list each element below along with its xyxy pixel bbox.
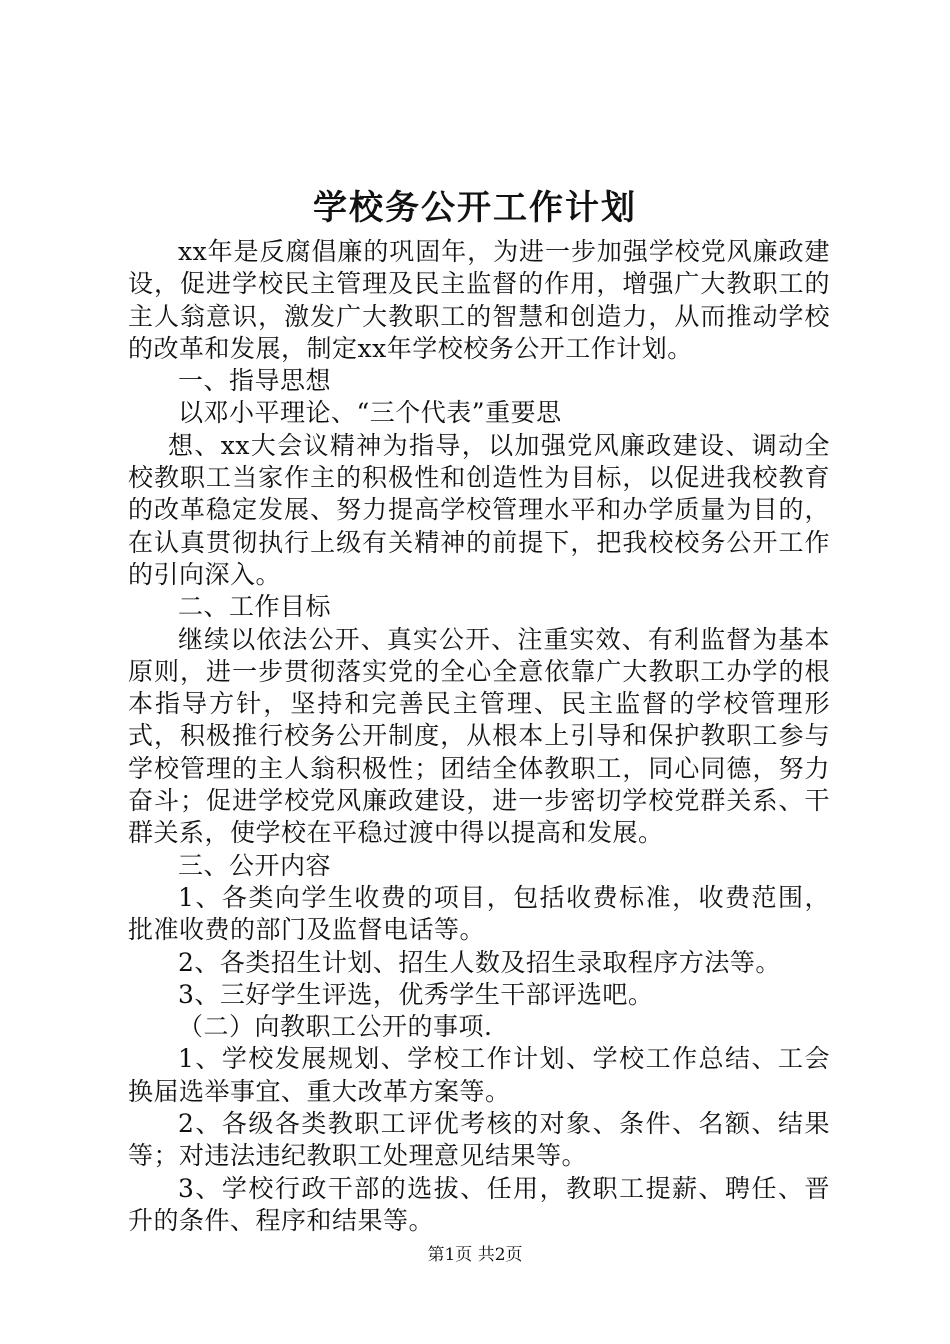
heading-guiding-thought: 一、指导思想: [178, 366, 332, 396]
page-number-footer: 第1页 共2页: [427, 1245, 523, 1265]
list-item-cadre-selection: 3、学校行政干部的选拔、任用，教职工提薪、聘任、晋升的条件、程序和结果等。: [128, 1173, 830, 1235]
document-title: 学校务公开工作计划: [313, 188, 637, 228]
list-item-student-fees: 1、各类向学生收费的项目，包括收费标准，收费范围，批准收费的部门及监督电话等。: [128, 882, 830, 945]
paragraph-guiding-thought-cont: 想、xx大会议精神为指导，以加强党风廉政建设、调动全校教职工当家作主的积极性和创造性为目标，以促进我校教育的改革稳定发展、努力提高学校管理水平和办学质量为目的，在认真贯彻执行上级有关精神的前提下，把我校校务公开工作的引向深入。: [128, 430, 830, 589]
list-item-enrollment: 2、各类招生计划、招生人数及招生录取程序方法等。: [178, 947, 781, 977]
list-item-school-planning: 1、学校发展规划、学校工作计划、学校工作总结、工会换届选举事宜、重大改革方案等。: [128, 1044, 830, 1106]
paragraph-intro: xx年是反腐倡廉的巩固年，为进一步加强学校党风廉政建设，促进学校民主管理及民主监督的作用，增强广大教职工的主人翁意识，激发广大教职工的智慧和创造力，从而推动学校的改革和发展，制定xx年学校校务公开工作计划。: [128, 237, 830, 363]
document-body: [128, 236, 830, 1237]
paragraph-work-goals: 继续以依法公开、真实公开、注重实效、有利监督为基本原则，进一步贯彻落实党的全心全意依靠广大教职工办学的根本指导方针，坚持和完善民主管理、民主监督的学校管理形式，积极推行校务公开制度，从根本上引导和保护教职工参与学校管理的主人翁积极性；团结全体教职工，同心同德，努力奋斗；促进学校党风廉政建设，进一步密切学校党群关系、干群关系，使学校在平稳过渡中得以提高和发展。: [128, 624, 830, 848]
list-item-staff-evaluation: 2、各级各类教职工评优考核的对象、条件、名额、结果等；对违法违纪教职工处理意见结果等。: [128, 1109, 830, 1171]
heading-work-goals: 二、工作目标: [178, 592, 332, 622]
heading-public-content: 三、公开内容: [178, 850, 332, 880]
list-item-student-awards: 3、三好学生评选，优秀学生干部评选吧。: [178, 979, 654, 1009]
subheading-staff-matters: （二）向教职工公开的事项.: [178, 1012, 493, 1042]
paragraph-guiding-thought-start: 以邓小平理论、“三个代表”重要思: [178, 398, 562, 428]
